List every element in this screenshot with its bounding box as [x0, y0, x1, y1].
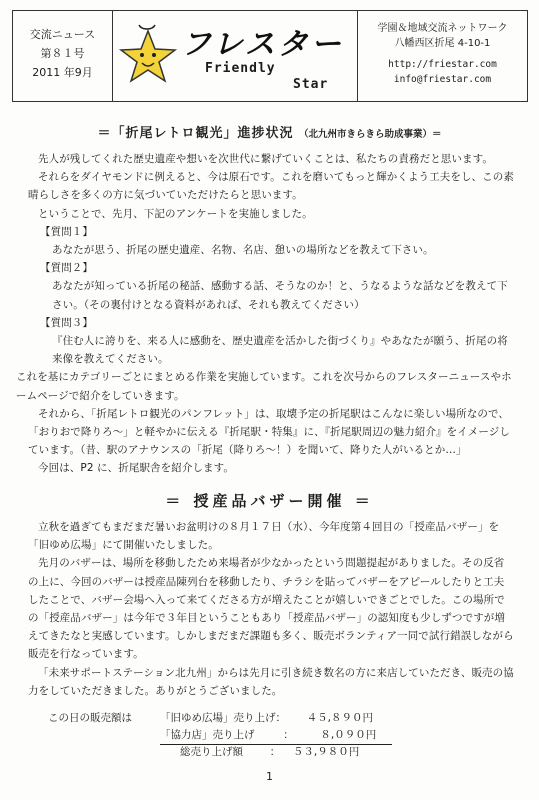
section1-note: （北九州市きらきら助成事業）＝ — [299, 129, 442, 140]
question-text: あなたが思う、折尾の歴史遺産、名物、名店、憩いの場所などを教えて下さい。 — [52, 244, 434, 257]
section1-heading — [0, 122, 539, 141]
sales-row-label: 「協力店」売り上げ — [160, 729, 255, 741]
paragraph: 「未来サポートステーション北九州」からは先月に引き続き数名の方に来店していただき、販売の協力をしていただきました。ありがとうございました。 — [28, 666, 514, 697]
section2-body — [28, 518, 514, 700]
paragraph: 立秋を過ぎてもまだまだ暑いお盆明けの８月１７日（水）、今年度第４回目の「授産品バザー」を「旧ゆめ広場」にて開催いたしました。 — [28, 521, 500, 552]
section2-title: ＝ 授産品バザー開催 ＝ — [165, 492, 374, 510]
contact-info — [357, 11, 527, 101]
paragraph: それらをダイヤモンドに例えると、今は原石です。これを磨いてもっと輝かくよう工夫をし、この素晴らしさを多くの方に気づいていただけたらと思います。 — [28, 171, 514, 202]
organization-name: 学園＆地域交流ネットワーク — [377, 23, 508, 34]
paragraph: これを基にカテゴリーごとにまとめる作業を実施しています。これを次号からのフレスターニュースやホームページで紹介をしていきます。 — [16, 371, 512, 402]
sales-row-label: 「旧ゆめ広場」売り上げ： — [160, 712, 286, 724]
logo-subtitle-2: Star — [293, 77, 329, 92]
logo-subtitle-1: Friendly — [205, 61, 276, 76]
section1-body — [16, 150, 514, 478]
website-url: http://friestar.com — [388, 59, 497, 70]
sales-row-yume — [160, 710, 373, 727]
sales-row-separator: ： — [269, 746, 281, 758]
paragraph: 先人が残してくれた歴史遺産や想いを次世代に繋げていくことは、私たちの責務だと思います。 — [38, 153, 493, 165]
paragraph: ということで、先月、下記のアンケートを実施しました。 — [38, 207, 313, 220]
paragraph: 今回は、P2 に、折尾駅舎を紹介します。 — [38, 462, 235, 475]
sales-total-value: ５３,９８０円 — [292, 746, 360, 758]
sales-label: この日の販売額は — [48, 712, 132, 724]
sales-row-total — [180, 744, 359, 761]
email-address: info@friestar.com — [393, 74, 492, 85]
issue-series: 交流ニュース — [29, 28, 96, 41]
paragraph: それから、「折尾レトロ観光のパンフレット」は、取壊予定の折尾駅はこんなに楽しい場所なので、「おりおで降りろ～」と軽やかに伝える『折尾駅・特集』に、『折尾駅周辺の魅力紹介』をイメージしています。（昔、駅のアナウンスの「折尾（降りろ～！）を聞いて、降りた人がいるとか…」 — [28, 407, 510, 457]
star-logo-icon — [115, 23, 181, 89]
page-number: 1 — [266, 770, 273, 783]
section1-title: ＝「折尾レトロ観光」進捗状況 — [97, 126, 294, 141]
address: 八幡西区折尾 4-10-1 — [394, 38, 491, 49]
sales-row-partner — [160, 727, 392, 745]
sales-row-value: ８,０９０円 — [320, 729, 377, 741]
sales-total-label: 総売り上げ額 — [180, 746, 243, 758]
masthead — [12, 10, 528, 102]
sales-row-separator: ： — [283, 729, 294, 741]
question-label: 【質問２】 — [40, 262, 93, 275]
question-label: 【質問１】 — [40, 225, 93, 238]
issue-info — [13, 11, 113, 101]
issue-date: 2011 年9月 — [32, 66, 93, 79]
question-text: あなたが知っている折尾の秘話、感動する話、そうなのか！と、うなるような話などを教えて下さい。（その裏付けとなる資料があれば、それも教えてください） — [52, 280, 508, 311]
question-text: 『住む人に誇りを、来る人に感動を、歴史遺産を活かした街づくり』やあなたが願う、折尾の将来像を教えてください。 — [52, 335, 508, 366]
sales-row-value: ４５,８９０円 — [306, 712, 374, 724]
issue-number: 第８１号 — [40, 47, 85, 60]
question-label: 【質問３】 — [40, 316, 93, 329]
logo — [113, 11, 357, 101]
paragraph: 先月のバザーは、場所を移動したため来場者が少なかったという問題提起がありました。その反省の上に、今回のバザーは授産品陳列台を移動したり、チラシを貼ってバザーをアピールしたりと工夫したことで、バザー会場へ入って来てくださる方が増えたことが嬉しいできごとでした。この場所での「授産品バザー」は今年で３年目ということもあり「授産品バザー」の認知度も少しずつですが増えてきたなと実感しています。しかしまだまだ課題も多く、販売ボランティア一同で試行錯誤しながら販売を行なっています。 — [28, 557, 514, 661]
logo-title: フレスター — [181, 27, 344, 62]
